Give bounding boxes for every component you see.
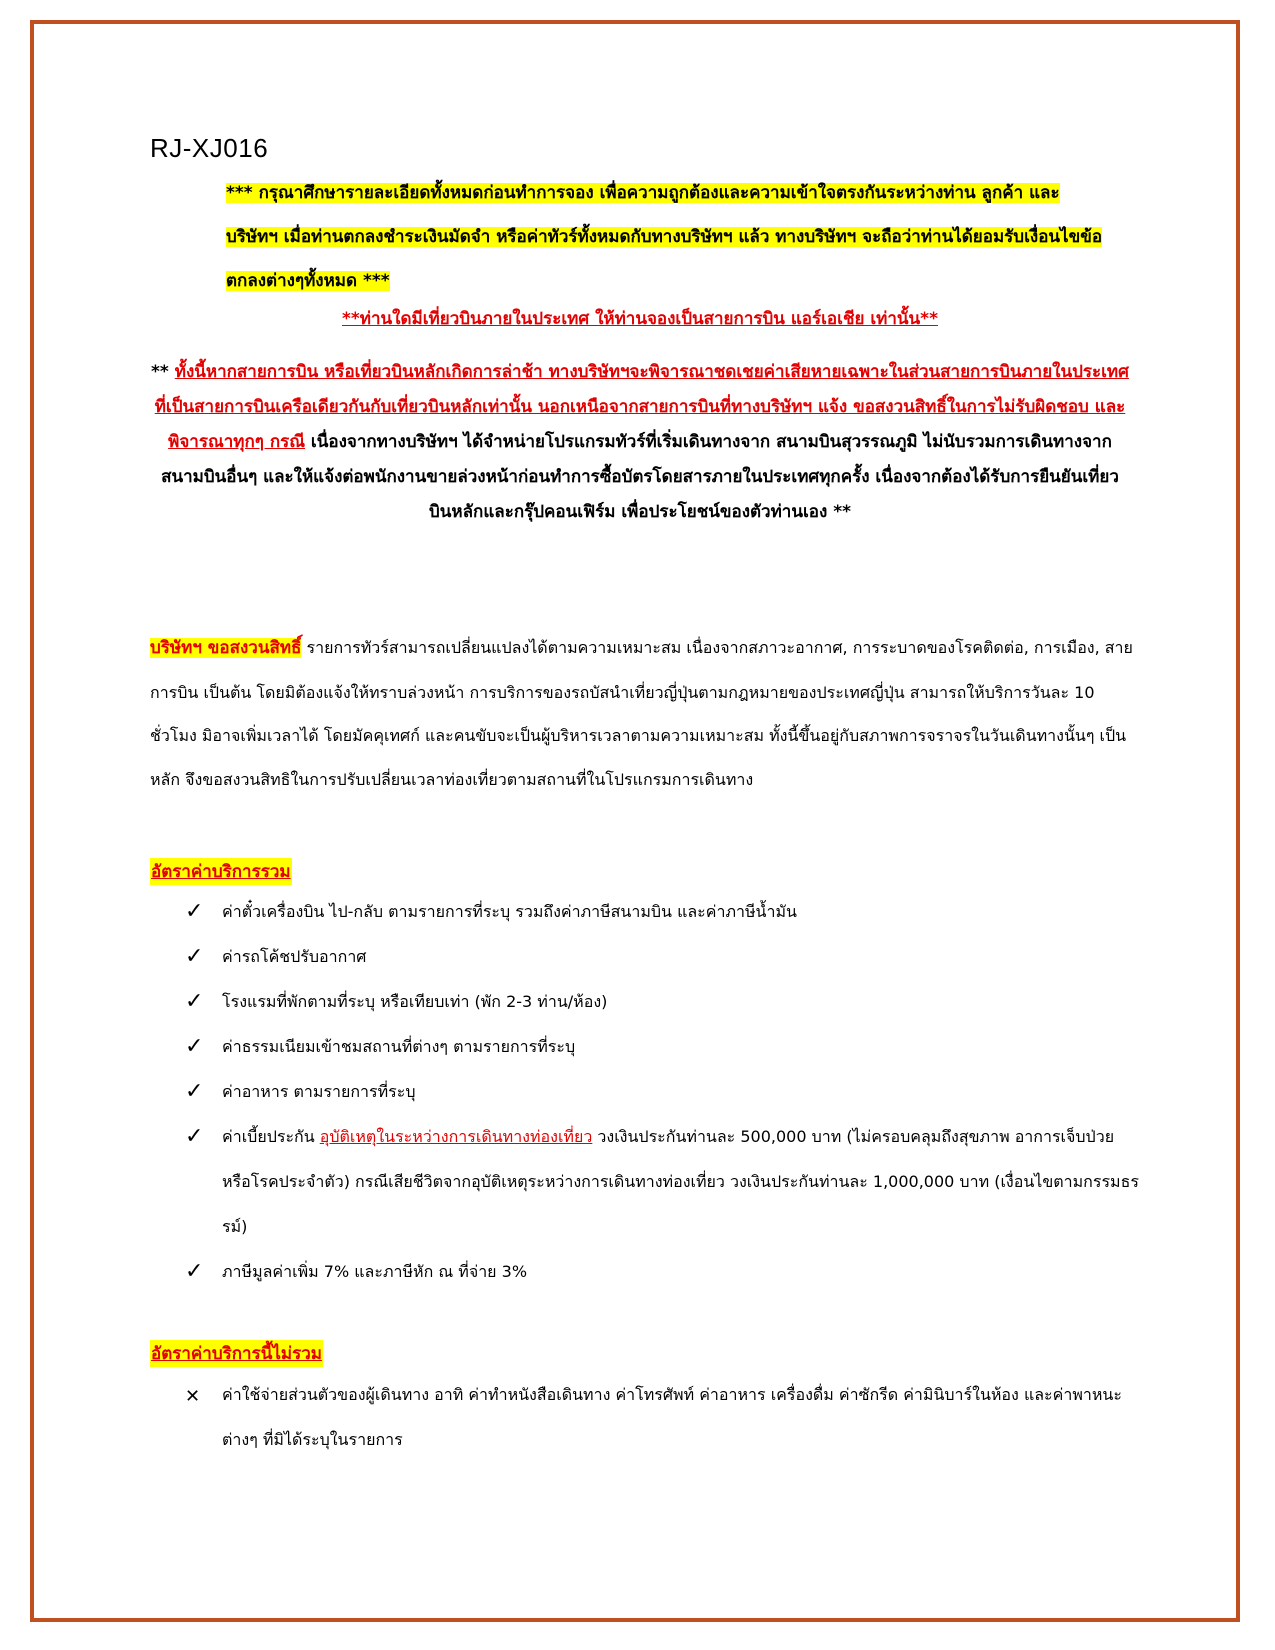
check-icon: ✓ (185, 1124, 204, 1149)
flight-delay-policy (150, 355, 1130, 530)
tour-code: RJ-XJ016 (150, 133, 269, 163)
excluded-list (150, 1372, 1140, 1462)
domestic-flight-note (150, 305, 1130, 332)
cross-icon: ✕ (185, 1386, 201, 1407)
check-icon: ✓ (185, 1079, 204, 1104)
list-item-insurance: ✓ ค่าเบี้ยประกัน อุบัติเหตุในระหว่างการเดินทางท่องเที่ยว วงเงินประกันท่านละ 500,000 บาท (ไม่ครอบคลุมถึงสุขภาพ อาการเจ็บป่วย หรือโรคประจำตัว) กรณีเสียชีวิตจากอุบัติเหตุระหว่างการเดินทางท่องเที่ยว วงเงินประกันท่านละ 1,000,000 บาท (เงื่อนไขตามกรรมธรรม์) (150, 1114, 1140, 1249)
check-icon: ✓ (185, 1034, 204, 1059)
check-icon: ✓ (185, 899, 204, 924)
delay-underlined-text: ทั้งนี้หากสายการบิน หรือเที่ยวบินหลักเกิดการล่าช้า ทางบริษัทฯจะพิจารณาชดเชยค่าเสียหายเฉพาะในส่วนสายการบินภายในประเทศที่เป็นสายการบินเครือเดียวกันกับเที่ยวบินหลักเท่านั้น นอกเหนือจากสายการบินที่ทางบริษัทฯ แจ้ง ขอสงวนสิทธิ์ในการไม่รับผิดชอบ และพิจารณาทุกๆ กรณี (154, 362, 1129, 452)
excluded-section-title: อัตราค่าบริการนี้ไม่รวม (150, 1340, 323, 1367)
booking-warning-text: *** กรุณาศึกษารายละเอียดทั้งหมดก่อนทำการจอง เพื่อความถูกต้องและความเข้าใจตรงกันระหว่างท่าน ลูกค้า และบริษัทฯ เมื่อท่านตกลงชำระเงินมัดจำ หรือค่าทัวร์ทั้งหมดกับทางบริษัทฯ แล้ว ทางบริษัทฯ จะถือว่าท่านได้ยอมรับเงื่อนไขข้อตกลงต่างๆทั้งหมด *** (226, 183, 1103, 291)
booking-warning (226, 171, 1106, 303)
reservation-rights-paragraph (150, 626, 1140, 801)
delay-rest-text: เนื่องจากทางบริษัทฯ ได้จำหน่ายโปรแกรมทัวร์ที่เริ่มเดินทางจาก สนามบินสุวรรณภูมิ ไม่นับรวมการเดินทางจากสนามบินอื่นๆ และให้แจ้งต่อพนักงานขายล่วงหน้าก่อนทำการซื้อบัตรโดยสารภายในประเทศทุกครั้ง เนื่องจากต้องได้รับการยืนยันเที่ยวบินหลักและกรุ๊ปคอนเฟิร์ม เพื่อประโยชน์ของตัวท่านเอง ** (161, 432, 1119, 522)
included-section-title: อัตราค่าบริการรวม (150, 858, 292, 885)
list-item: ✓ ค่ารถโค้ชปรับอากาศ (150, 934, 1140, 979)
list-item: ✓ ค่าอาหาร ตามรายการที่ระบุ (150, 1069, 1140, 1114)
check-icon: ✓ (185, 989, 204, 1014)
list-item: ✓ โรงแรมที่พักตามที่ระบุ หรือเทียบเท่า (พัก 2-3 ท่าน/ห้อง) (150, 979, 1140, 1024)
list-item: ✓ ค่าธรรมเนียมเข้าชมสถานที่ต่างๆ ตามรายการที่ระบุ (150, 1024, 1140, 1069)
list-item: ✓ ค่าตั๋วเครื่องบิน ไป-กลับ ตามรายการที่ระบุ รวมถึงค่าภาษีสนามบิน และค่าภาษีน้ำมัน (150, 889, 1140, 934)
delay-prefix: ** (151, 362, 175, 382)
insurance-link: อุบัติเหตุในระหว่างการเดินทางท่องเที่ยว (319, 1127, 593, 1146)
reservation-rights-text: รายการทัวร์สามารถเปลี่ยนแปลงได้ตามความเหมาะสม เนื่องจากสภาวะอากาศ, การระบาดของโรคติดต่อ, การเมือง, สายการบิน เป็นต้น โดยมิต้องแจ้งให้ทราบล่วงหน้า การบริการของรถบัสนำเที่ยวญี่ปุ่นตามกฎหมายของประเทศญี่ปุ่น สามารถให้บริการวันละ 10 ชั่วโมง มิอาจเพิ่มเวลาได้ โดยมัคคุเทศก์ และคนขับจะเป็นผู้บริหารเวลาตามความเหมาะสม ทั้งนี้ขึ้นอยู่กับสภาพการจราจรในวันเดินทางนั้นๆ เป็นหลัก จึงขอสงวนสิทธิในการปรับเปลี่ยนเวลาท่องเที่ยวตามสถานที่ในโปรแกรมการเดินทาง (150, 638, 1133, 789)
reservation-rights-tag: บริษัทฯ ขอสงวนสิทธิ์ (150, 638, 302, 658)
check-icon: ✓ (185, 1259, 204, 1284)
domestic-flight-note-text: **ท่านใดมีเที่ยวบินภายในประเทศ ให้ท่านจองเป็นสายการบิน แอร์เอเชีย เท่านั้น** (342, 309, 938, 329)
included-list (150, 889, 1140, 1294)
list-item: ✕ ค่าใช้จ่ายส่วนตัวของผู้เดินทาง อาทิ ค่าทำหนังสือเดินทาง ค่าโทรศัพท์ ค่าอาหาร เครื่องดื่ม ค่าซักรีด ค่ามินิบาร์ในห้อง และค่าพาหนะต่างๆ ที่มิได้ระบุในรายการ (150, 1372, 1140, 1462)
list-item: ✓ ภาษีมูลค่าเพิ่ม 7% และภาษีหัก ณ ที่จ่าย 3% (150, 1249, 1140, 1294)
check-icon: ✓ (185, 944, 204, 969)
